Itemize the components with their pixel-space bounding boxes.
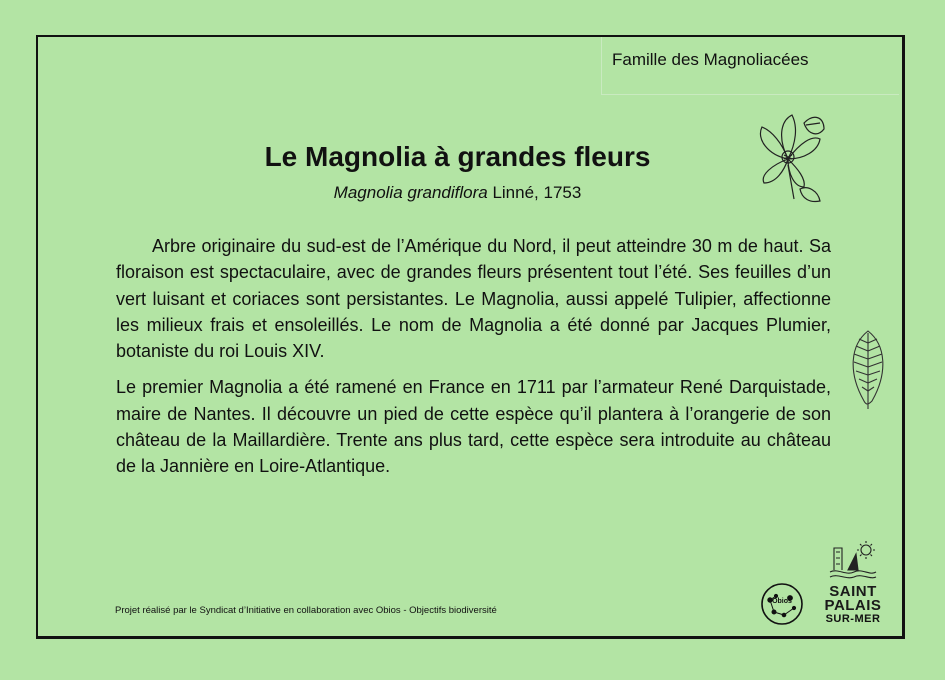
scientific-name [38, 183, 907, 203]
logo-sur-mer: SUR-MER [825, 613, 881, 625]
logo-palais: PALAIS [824, 597, 882, 614]
latin-name: Magnolia grandiflora [333, 183, 488, 202]
paragraph-1: Arbre originaire du sud-est de l’Amérique du Nord, il peut atteindre 30 m de haut. Sa floraison est spectaculaire, avec de grandes fleurs présentent tout l’été. Ses feuilles d’un vert luisant et coriaces sont persistantes. Le Magnolia, aussi appelé Tulipier, affectionne les milieux frais et ensoleillés. Le nom de Magnolia a été donné par Jacques Plumier, botaniste du roi Louis XIV. [116, 236, 831, 362]
footer-credit: Projet réalisé par le Syndicat d’Initiative en collaboration avec Obios - Objectifs biodiversité [115, 605, 497, 616]
seaside-emblem-icon [828, 540, 878, 580]
obios-logo-text: Obios [772, 598, 792, 605]
obios-logo [760, 582, 804, 626]
sign-panel [36, 35, 905, 639]
paragraph-2: Le premier Magnolia a été ramené en France en 1711 par l’armateur René Darquistade, maire de Nantes. Il découvre un pied de cette espèce qu’il plantera à l’orangerie de son château de la Maillardière. Trente ans plus tard, cette espèce sera introduite au château de la Jannière en Loire-Atlantique. [116, 377, 831, 477]
family-label: Famille des Magnoliacées [601, 37, 899, 95]
description [116, 233, 831, 480]
saint-palais-logo [813, 540, 893, 625]
page-title: Le Magnolia à grandes fleurs [264, 141, 651, 172]
author-year: Linné, 1753 [487, 183, 582, 202]
logo-saint: SAINT [829, 583, 877, 600]
magnolia-leaf-icon [846, 329, 890, 411]
